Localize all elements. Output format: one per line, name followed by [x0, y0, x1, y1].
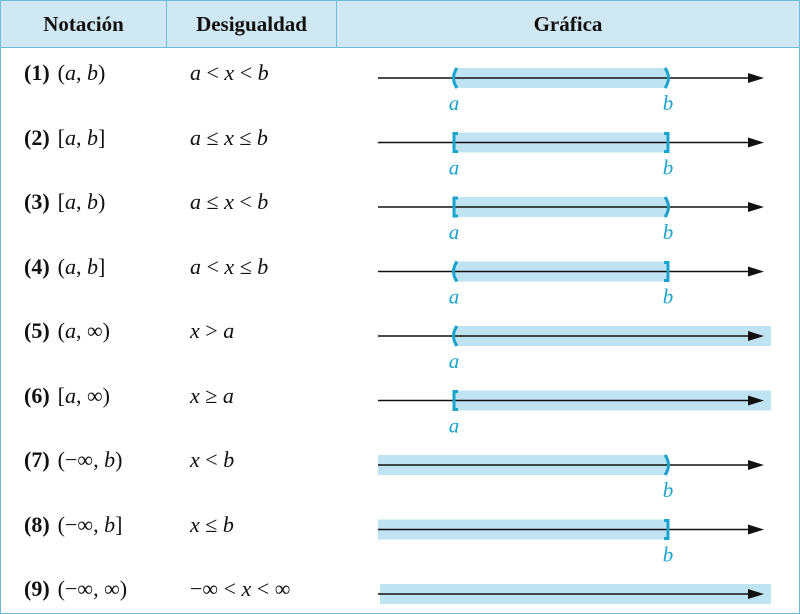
- interval-notation: [a, b]: [57, 124, 106, 150]
- row-number: (1): [24, 60, 50, 85]
- endpoint-label: a: [448, 220, 460, 244]
- endpoint-label: b: [662, 220, 674, 244]
- endpoint-label: a: [448, 284, 460, 309]
- inequality-cell: −∞ < x < ∞: [190, 576, 291, 601]
- header-graph: Gráfica: [533, 12, 603, 36]
- row-number: (6): [24, 382, 50, 408]
- header-inequality: Desigualdad: [196, 12, 307, 36]
- endpoint-label: a: [448, 155, 460, 180]
- header-notation: Notación: [43, 12, 124, 36]
- row-number: (8): [24, 511, 50, 537]
- inequality-cell: x ≤ b: [190, 511, 234, 537]
- inequality-cell: a < x ≤ b: [190, 253, 269, 279]
- endpoint-label: a: [448, 91, 460, 115]
- row-number: (2): [24, 124, 50, 150]
- interval-notation: (a, b]: [57, 253, 106, 279]
- inequality-cell: x > a: [190, 318, 235, 343]
- inequality-cell: x ≥ a: [190, 382, 234, 408]
- endpoint-label: b: [662, 542, 674, 567]
- interval-notation: (−∞, ∞): [57, 576, 128, 601]
- inequality-cell: x < b: [190, 447, 235, 472]
- inequality-cell: a < x < b: [190, 60, 269, 85]
- interval-notation: (−∞, b): [57, 447, 123, 472]
- inequality-cell: a ≤ x ≤ b: [190, 124, 268, 150]
- endpoint-label: a: [448, 413, 460, 438]
- row-number: (7): [24, 447, 50, 472]
- endpoint-label: b: [662, 155, 674, 180]
- interval-notation: (−∞, b]: [57, 511, 123, 537]
- row-number: (4): [24, 253, 50, 279]
- interval-notation: [a, ∞): [57, 382, 110, 408]
- row-number: (3): [24, 189, 50, 214]
- interval-notation: (a, ∞): [57, 318, 110, 343]
- interval-notation: [a, b): [57, 189, 106, 214]
- endpoint-label: b: [662, 478, 674, 502]
- interval-notation: (a, b): [57, 60, 106, 85]
- inequality-cell: a ≤ x < b: [190, 189, 269, 214]
- row-number: (5): [24, 318, 50, 343]
- endpoint-label: b: [662, 284, 674, 309]
- row-number: (9): [24, 576, 50, 601]
- endpoint-label: a: [448, 349, 460, 373]
- endpoint-label: b: [662, 91, 674, 115]
